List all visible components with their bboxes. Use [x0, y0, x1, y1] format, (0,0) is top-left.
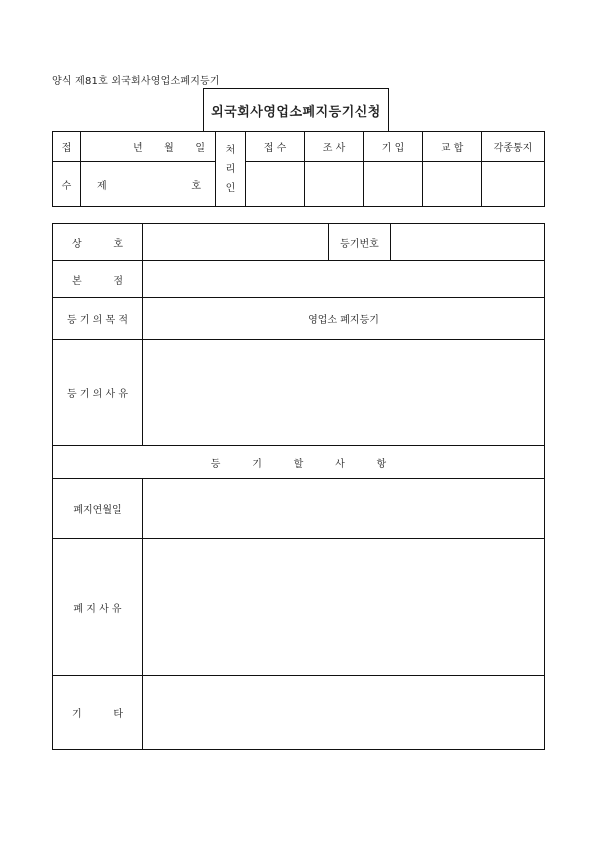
reception-label-bottom: 수 [53, 162, 81, 207]
reception-number-field[interactable] [81, 162, 216, 207]
abolition-reason-label: 폐 지 사 유 [53, 539, 143, 676]
registration-number-label: 등기번호 [329, 224, 391, 261]
col-header-notifications: 각종통지 [482, 132, 545, 162]
day-label: 일 [195, 143, 205, 154]
col-header-entry: 기 입 [364, 132, 423, 162]
other-label: 기 타 [53, 676, 143, 750]
form-number-label: 양식 제81호 외국회사영업소폐지등기 [52, 76, 220, 87]
trade-name-field[interactable] [143, 224, 329, 261]
processor-label: 처 리 인 [216, 132, 246, 207]
head-office-label: 본 점 [53, 261, 143, 298]
application-table [52, 223, 545, 750]
other-field[interactable] [143, 676, 545, 750]
col-header-reception: 접 수 [246, 132, 305, 162]
cause-label: 등 기 의 사 유 [53, 340, 143, 446]
abolition-date-field[interactable] [143, 479, 545, 539]
abolition-date-label: 폐지연월일 [53, 479, 143, 539]
purpose-value: 영업소 폐지등기 [143, 298, 545, 340]
reception-label-top: 접 [53, 132, 81, 162]
stamp-cell-investigation[interactable] [305, 162, 364, 207]
year-label: 년 [133, 143, 143, 154]
stamp-cell-entry[interactable] [364, 162, 423, 207]
month-label: 월 [164, 143, 174, 154]
reception-date-field[interactable] [81, 132, 216, 162]
col-header-investigation: 조 사 [305, 132, 364, 162]
number-suffix-label: 호 [191, 180, 201, 192]
receipt-table [52, 131, 545, 207]
abolition-reason-field[interactable] [143, 539, 545, 676]
col-header-collation: 교 합 [423, 132, 482, 162]
form-title: 외국회사영업소폐지등기신청 [203, 88, 389, 131]
registration-number-field[interactable] [391, 224, 545, 261]
number-prefix-label: 제 [97, 180, 107, 192]
trade-name-label: 상 호 [53, 224, 143, 261]
stamp-cell-collation[interactable] [423, 162, 482, 207]
purpose-label: 등 기 의 목 적 [53, 298, 143, 340]
matters-header: 등 기 할 사 항 [53, 446, 545, 479]
cause-field[interactable] [143, 340, 545, 446]
stamp-cell-notifications[interactable] [482, 162, 545, 207]
head-office-field[interactable] [143, 261, 545, 298]
stamp-cell-reception[interactable] [246, 162, 305, 207]
